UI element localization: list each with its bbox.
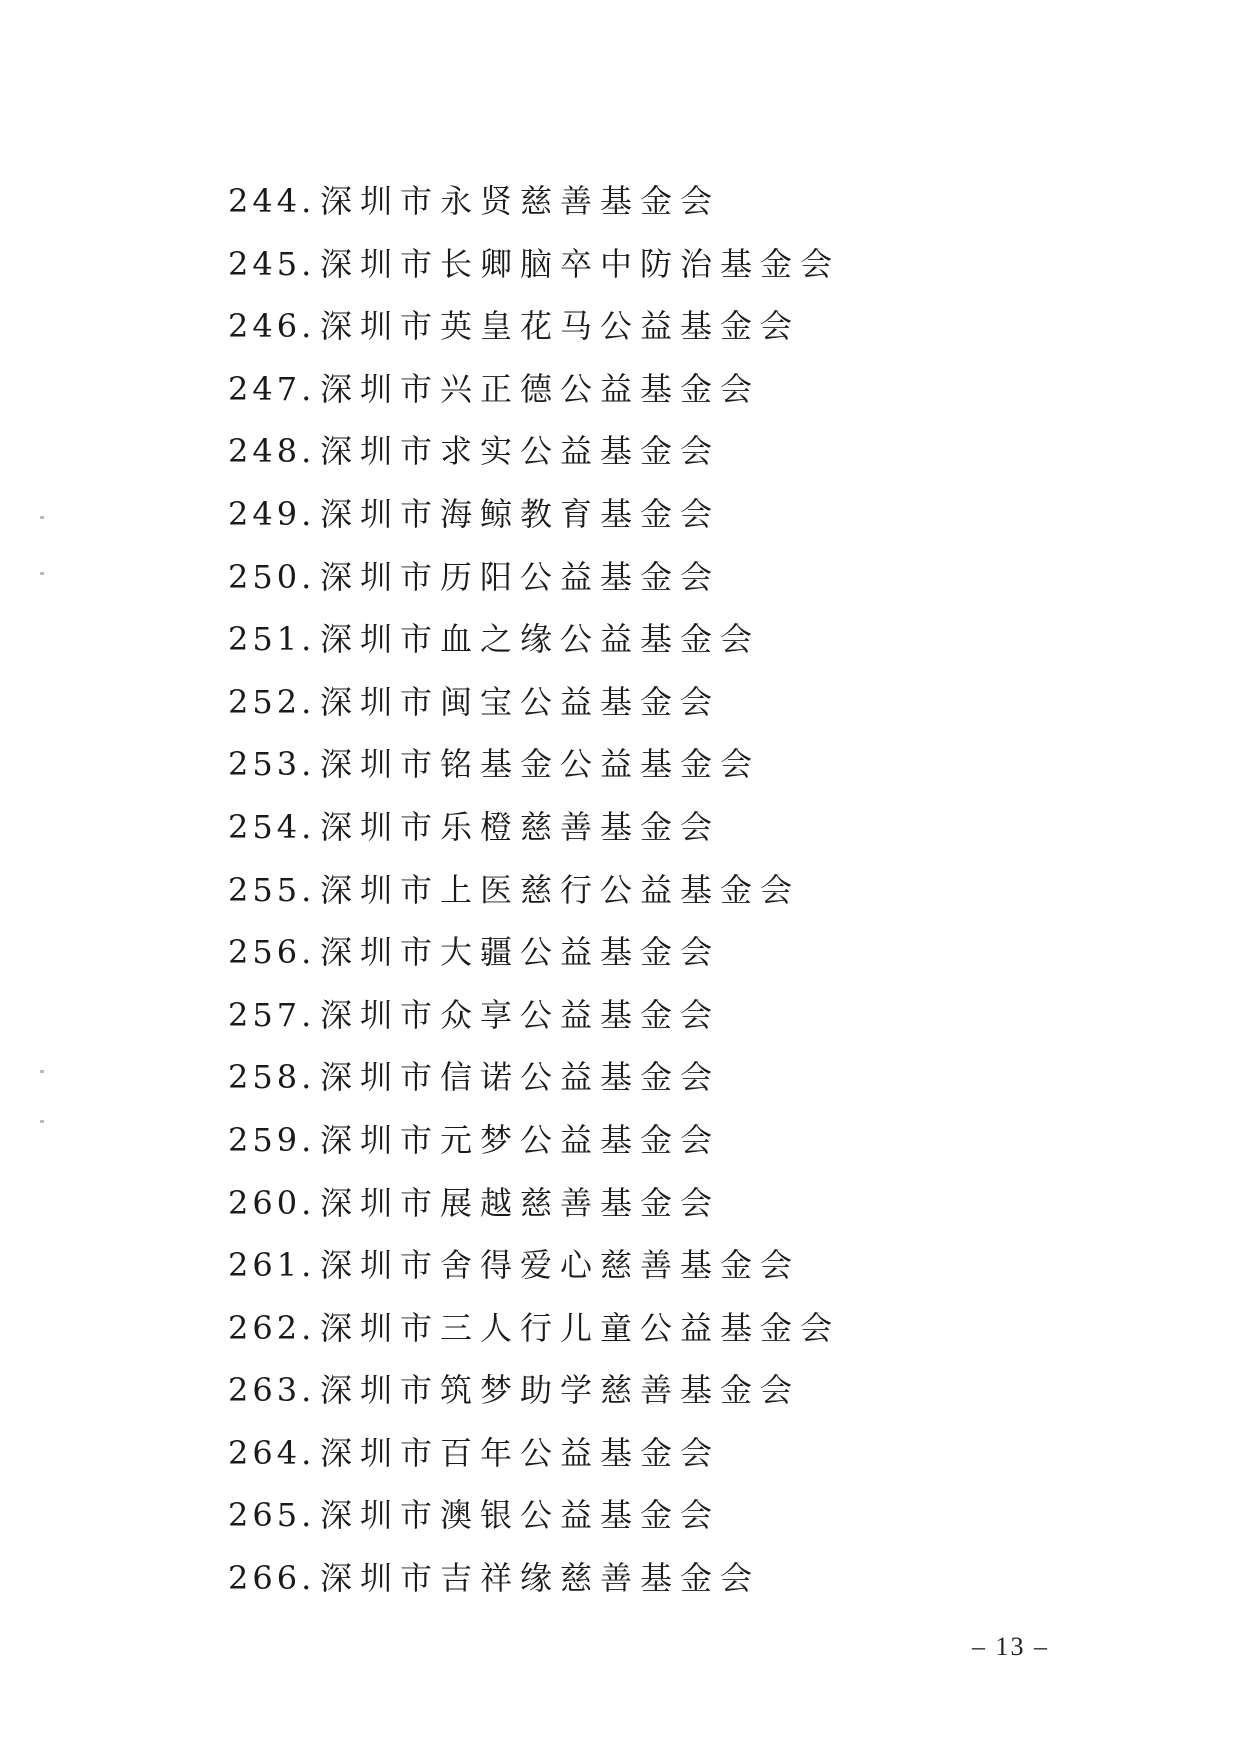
list-item xyxy=(228,1484,840,1547)
list-item xyxy=(228,1109,840,1172)
list-item xyxy=(228,420,840,483)
scan-margin-mark xyxy=(40,1070,44,1073)
item-name: 深圳市元梦公益基金会 xyxy=(320,1120,721,1159)
item-name: 深圳市永贤慈善基金会 xyxy=(320,182,721,220)
item-number: 251. xyxy=(228,620,316,659)
item-number: 263. xyxy=(228,1371,316,1410)
item-name: 深圳市求实公益基金会 xyxy=(320,432,721,471)
item-name: 深圳市筑梦助学慈善基金会 xyxy=(320,1371,801,1410)
list-item xyxy=(228,170,840,233)
item-number: 248. xyxy=(228,432,316,471)
item-number: 260. xyxy=(228,1183,316,1222)
list-item xyxy=(228,859,840,922)
item-name: 深圳市乐橙慈善基金会 xyxy=(320,807,721,846)
list-item xyxy=(228,1422,840,1485)
item-number: 262. xyxy=(228,1308,316,1347)
item-name: 深圳市闽宝公益基金会 xyxy=(320,682,721,721)
item-number: 261. xyxy=(228,1246,316,1285)
item-number: 266. xyxy=(228,1559,316,1598)
list-item xyxy=(228,796,840,859)
item-name: 深圳市大疆公益基金会 xyxy=(320,933,721,972)
item-number: 252. xyxy=(228,682,316,721)
page-number: – 13 – xyxy=(972,1632,1049,1661)
item-number: 255. xyxy=(228,870,316,909)
list-item xyxy=(228,1234,840,1297)
scan-margin-mark xyxy=(40,1120,44,1123)
item-name: 深圳市兴正德公益基金会 xyxy=(320,369,761,408)
list-item xyxy=(228,608,840,671)
item-name: 深圳市海鲸教育基金会 xyxy=(320,494,721,533)
item-number: 245. xyxy=(228,244,316,283)
item-name: 深圳市英皇花马公益基金会 xyxy=(320,307,801,346)
scan-margin-mark xyxy=(40,572,44,575)
item-name: 深圳市吉祥缘慈善基金会 xyxy=(320,1559,761,1598)
item-number: 247. xyxy=(228,369,316,408)
item-number: 257. xyxy=(228,995,316,1034)
item-number: 249. xyxy=(228,494,316,533)
list-item xyxy=(228,984,840,1047)
item-number: 254. xyxy=(228,807,316,846)
item-name: 深圳市长卿脑卒中防治基金会 xyxy=(320,244,841,283)
scan-margin-mark xyxy=(40,516,44,519)
item-name: 深圳市血之缘公益基金会 xyxy=(320,620,761,659)
list-item xyxy=(228,233,840,296)
item-number: 264. xyxy=(228,1433,316,1472)
list-item xyxy=(228,1172,840,1235)
list-item xyxy=(228,671,840,734)
item-name: 深圳市展越慈善基金会 xyxy=(320,1183,721,1222)
item-number: 258. xyxy=(228,1058,316,1097)
list-item xyxy=(228,358,840,421)
list-item xyxy=(228,546,840,609)
list-item xyxy=(228,1547,840,1610)
item-name: 深圳市百年公益基金会 xyxy=(320,1433,721,1472)
list-item xyxy=(228,1359,840,1422)
list-item xyxy=(228,921,840,984)
list-item xyxy=(228,483,840,546)
item-name: 深圳市舍得爱心慈善基金会 xyxy=(320,1246,801,1285)
item-name: 深圳市众享公益基金会 xyxy=(320,995,721,1034)
item-name: 深圳市上医慈行公益基金会 xyxy=(320,870,801,909)
item-name: 深圳市澳银公益基金会 xyxy=(320,1496,721,1535)
item-name: 深圳市历阳公益基金会 xyxy=(320,557,721,596)
list-item xyxy=(228,295,840,358)
item-number: 259. xyxy=(228,1120,316,1159)
item-number: 250. xyxy=(228,557,316,596)
list-item xyxy=(228,1297,840,1360)
item-number: 246. xyxy=(228,307,316,346)
item-name: 深圳市铭基金公益基金会 xyxy=(320,745,761,784)
item-number: 256. xyxy=(228,933,316,972)
item-number: 265. xyxy=(228,1496,316,1535)
item-number: 244. xyxy=(228,182,316,220)
item-name: 深圳市三人行儿童公益基金会 xyxy=(320,1308,841,1347)
foundation-list xyxy=(228,170,840,1610)
list-item xyxy=(228,1046,840,1109)
item-number: 253. xyxy=(228,745,316,784)
list-item xyxy=(228,733,840,796)
item-name: 深圳市信诺公益基金会 xyxy=(320,1058,721,1097)
